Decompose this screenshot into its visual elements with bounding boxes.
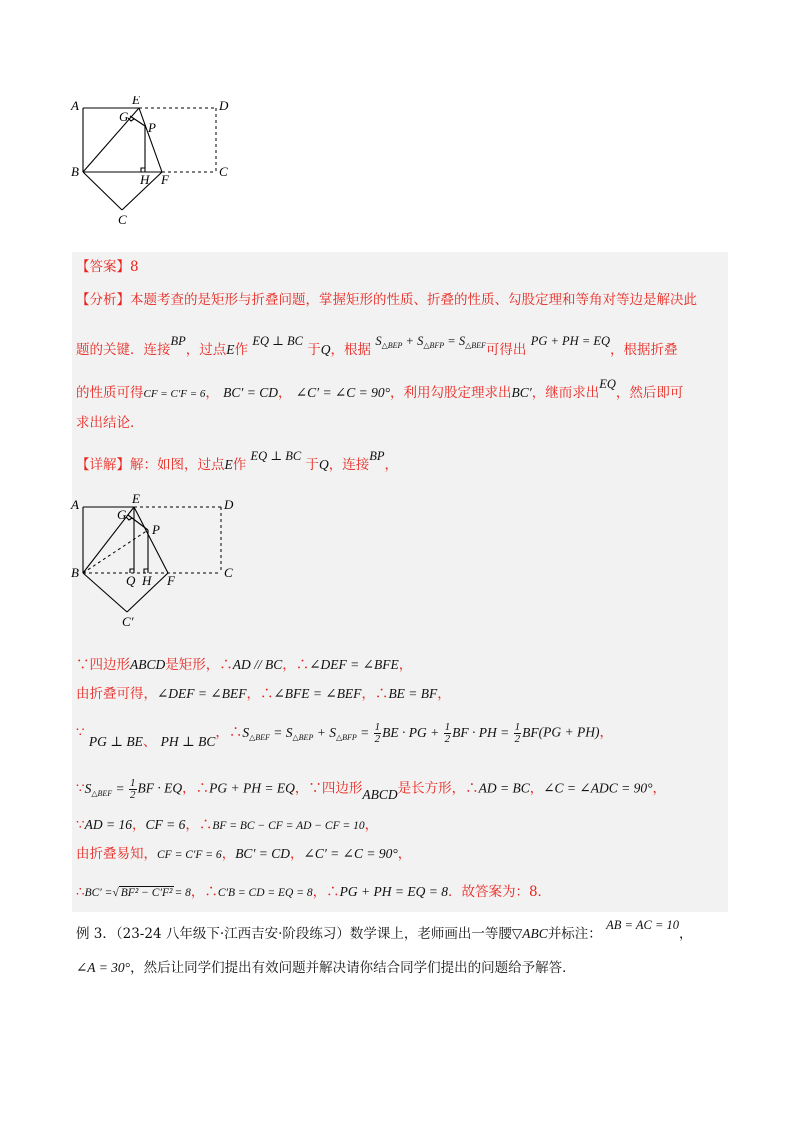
fig1-label-d: D: [219, 98, 229, 113]
fig2-label-f: F: [167, 573, 175, 588]
analysis-text-3k: ，然后即可: [615, 385, 684, 401]
step-1: [76, 655, 412, 675]
step4-k: ，: [652, 780, 666, 797]
fig1-label-h: H: [140, 172, 150, 187]
step6-g: ，: [397, 846, 412, 862]
step2-e: ，∴: [361, 686, 389, 702]
fig2-label-c-prime: C′: [122, 614, 134, 629]
analysis-line-1: [76, 290, 697, 310]
analysis-text-1: 本题考查的是矩形与折叠问题，掌握矩形的性质、折叠的性质、勾股定理和等角对等边是解决此: [130, 292, 697, 308]
math-angle-def-bef: ∠DEF = ∠BEF: [157, 686, 247, 701]
fig1-label-p: P: [148, 120, 156, 135]
step-3: [76, 722, 613, 748]
answer-line: [76, 257, 139, 277]
step4-a: ∵: [76, 780, 85, 797]
fig1-label-a: A: [71, 98, 79, 113]
step2-a: 由折叠可得，: [76, 686, 157, 702]
analysis-text-3e: ，: [278, 385, 292, 401]
step-6: [76, 844, 411, 865]
step-4: [76, 778, 666, 804]
fig2-label-q: Q: [126, 573, 136, 588]
fig2-label-a: A: [71, 497, 79, 512]
step1-e: ，∴: [282, 657, 310, 673]
fig1-label-c-right: C: [219, 164, 228, 179]
math-angle-bfe-bef: ∠BFE = ∠BEF: [273, 686, 362, 701]
analysis-text-2c: ，过点: [185, 342, 227, 358]
step3-a: ∵: [76, 724, 85, 741]
analysis-text-2g: 于: [307, 342, 321, 358]
analysis-text-3g: ，利用勾股定理求出: [390, 385, 512, 401]
analysis-line-2: [76, 334, 678, 365]
detail-text-1i: ，: [384, 457, 399, 473]
step7-e: ，∴: [190, 884, 218, 900]
step5-e: ，∴: [185, 817, 213, 833]
analysis-line-3: [76, 377, 684, 404]
math-q-2: Q: [319, 457, 329, 472]
fig2-label-c: C: [224, 565, 233, 580]
analysis-text-2a: 题的关键．连接: [76, 342, 171, 358]
analysis-tag: 【分析】: [76, 292, 130, 308]
step6-e: ，: [290, 846, 304, 862]
example-3-line-2: [76, 958, 576, 978]
fig2-label-b: B: [71, 565, 79, 580]
fig2-label-e: E: [132, 491, 140, 506]
analysis-text-3i: ，继而求出: [531, 385, 600, 401]
step1-a: ∵四边形: [76, 657, 130, 673]
analysis-text-2j: 可得出: [485, 342, 527, 358]
math-area-bef: $S_{\triangle BEF}$ = $\frac{1}{2}$: [84, 777, 136, 801]
step5-c: ，: [131, 817, 146, 833]
math-bc-prime-eq: BC′ =: [84, 887, 113, 899]
step4-g: 是长方形，∴: [397, 780, 479, 797]
example-text-1c: 并标注：: [547, 926, 602, 942]
math-bf-eq: BF · EQ: [137, 780, 183, 796]
math-pg-ph-8: PG + PH = EQ = 8: [339, 884, 448, 899]
math-angle-a-30: ∠A = 30°: [76, 960, 131, 975]
analysis-line-4: [76, 413, 144, 433]
example-text-2b: ，然后让同学们提出有效问题并解决请你结合同学们提出的问题给予解答．: [130, 960, 576, 976]
step2-c: ，∴: [246, 686, 274, 702]
step7-a: ∴: [76, 884, 85, 900]
math-area-expansion: $S_{\triangle BEF} = S_{\triangle BEP} + S_{\triangle BFP}$ = $\frac{1}{2}$ BE · PG + $\frac{1}{2}$ BF · PH = $\frac{1}{2}$ BF: [242, 721, 539, 745]
step4-e: ，∵四边形: [294, 780, 363, 797]
math-e: E: [226, 342, 235, 357]
math-sqrt-expr: BF² − C′F²: [120, 887, 173, 899]
math-pg-ph-eq-2: PG + PH = EQ: [209, 780, 295, 796]
detail-text-1g: ，连接: [328, 457, 370, 473]
math-bp: BP: [170, 334, 186, 348]
fig1-label-f: F: [161, 172, 169, 187]
fig2-label-g: G: [117, 507, 127, 522]
step2-g: ，: [437, 686, 451, 702]
step6-a: 由折叠易知，: [76, 846, 157, 862]
step-5: [76, 815, 378, 836]
fig2-label-d: D: [224, 497, 234, 512]
figure-1: [68, 96, 238, 232]
math-angle-def-bfe: ∠DEF = ∠BFE: [309, 657, 399, 672]
math-bc-prime-cd: BC′ = CD: [235, 846, 291, 861]
example-text-1a: 例 3．（23-24 八年级下·江西吉安·阶段练习）数学课上，老师画出一等腰: [76, 926, 512, 942]
math-q: Q: [320, 342, 331, 357]
math-area-sum: $S_{\triangle BEP} + S_{\triangle BFP} = S_{\triangle BEF}$: [375, 334, 486, 350]
math-eq: EQ: [599, 377, 616, 391]
detail-text-1e: 于: [305, 457, 319, 473]
math-pg-ph-eq: PG + PH = EQ: [530, 334, 611, 348]
math-bc-prime: BC′: [511, 385, 532, 400]
example-3-line-1: [76, 918, 693, 944]
analysis-text-2i: ，根据: [330, 342, 372, 358]
math-ad-16: AD = 16: [84, 817, 132, 832]
fig2-label-h: H: [142, 573, 152, 588]
math-cb-cd-eq: C′B = CD = EQ = 8: [217, 887, 313, 899]
math-triangle-abc: ▽ABC: [511, 926, 548, 941]
step7-g: ，∴: [312, 884, 340, 900]
math-angle-c-prime: ∠C′ = ∠C = 90°: [303, 846, 398, 861]
math-ad-parallel-bc: AD // BC: [232, 657, 283, 672]
step3-e: ，∴: [215, 724, 243, 741]
answer-value: 8: [130, 259, 139, 275]
math-eq-perp-bc-2: EQ ⊥ BC: [250, 449, 302, 463]
math-cf-6: CF = 6: [145, 817, 186, 832]
analysis-text-2e: 作: [234, 342, 249, 358]
fig1-label-g: G: [119, 109, 129, 124]
math-ab-ac-10: AB = AC = 10: [606, 918, 679, 932]
math-ph-perp-bc: PH ⊥ BC: [160, 733, 216, 749]
math-eq-8: = 8: [174, 887, 191, 899]
answer-tag: 【答案】: [76, 259, 130, 275]
math-be-bf: BE = BF: [388, 686, 438, 701]
detail-text-1c: 作: [232, 457, 247, 473]
math-bf-10: BF = BC − CF = AD − CF = 10: [212, 820, 365, 832]
step-2: [76, 684, 451, 704]
step3-c: 、: [142, 733, 157, 750]
detail-tag: 【详解】: [76, 457, 130, 473]
math-angle-c-adc: ∠C = ∠ADC = 90°: [543, 780, 653, 796]
step1-g: ，: [398, 657, 413, 673]
step1-c: 是矩形，∴: [165, 657, 233, 673]
math-cf-c-prime-f: CF = C′F = 6: [157, 849, 222, 861]
step4-i: ，: [529, 780, 544, 797]
analysis-text-3c: ，: [205, 385, 219, 401]
math-eq-perp-bc: EQ ⊥ BC: [252, 334, 303, 348]
fig1-label-b: B: [71, 164, 79, 179]
fig1-label-c-bottom: C: [118, 212, 127, 227]
figure-2: [68, 490, 248, 630]
detail-line-1: [76, 449, 399, 475]
step7-i: ．故答案为：8．: [447, 884, 552, 900]
math-ad-bc: AD = BC: [478, 780, 530, 796]
step6-c: ，: [221, 846, 236, 862]
step5-g: ，: [364, 817, 379, 833]
math-abcd-2: ABCD: [362, 786, 398, 802]
fig2-label-p: P: [152, 522, 160, 537]
math-cf: CF = C′F = 6: [143, 388, 206, 400]
math-abcd: ABCD: [130, 657, 166, 672]
math-bp-2: BP: [369, 449, 385, 463]
analysis-text-3a: 的性质可得: [76, 385, 144, 401]
analysis-text-4: 求出结论．: [76, 415, 144, 431]
step5-a: ∵: [76, 817, 85, 833]
analysis-text-2l: ，根据折叠: [610, 342, 678, 358]
step-7: ∴BC′ =√ BF² − C′F² = 8，∴C′B = CD = EQ = 8，∴PG + PH = EQ = 8．故答案为：8．: [76, 884, 552, 900]
math-e-2: E: [224, 457, 233, 472]
example-text-1e: ，: [679, 926, 693, 942]
step4-c: ，∴: [182, 780, 210, 797]
math-angle-c: ∠C′ = ∠C = 90°: [295, 385, 391, 400]
step3-g: ，: [599, 724, 613, 741]
fig1-label-e: E: [132, 96, 140, 107]
detail-text-1a: 解：如图，过点: [130, 457, 225, 473]
math-pg-plus-ph: (PG + PH): [538, 724, 600, 740]
math-bc-cd: BC′ = CD: [223, 385, 278, 400]
math-pg-perp-be: PG ⊥ BE: [88, 733, 143, 749]
